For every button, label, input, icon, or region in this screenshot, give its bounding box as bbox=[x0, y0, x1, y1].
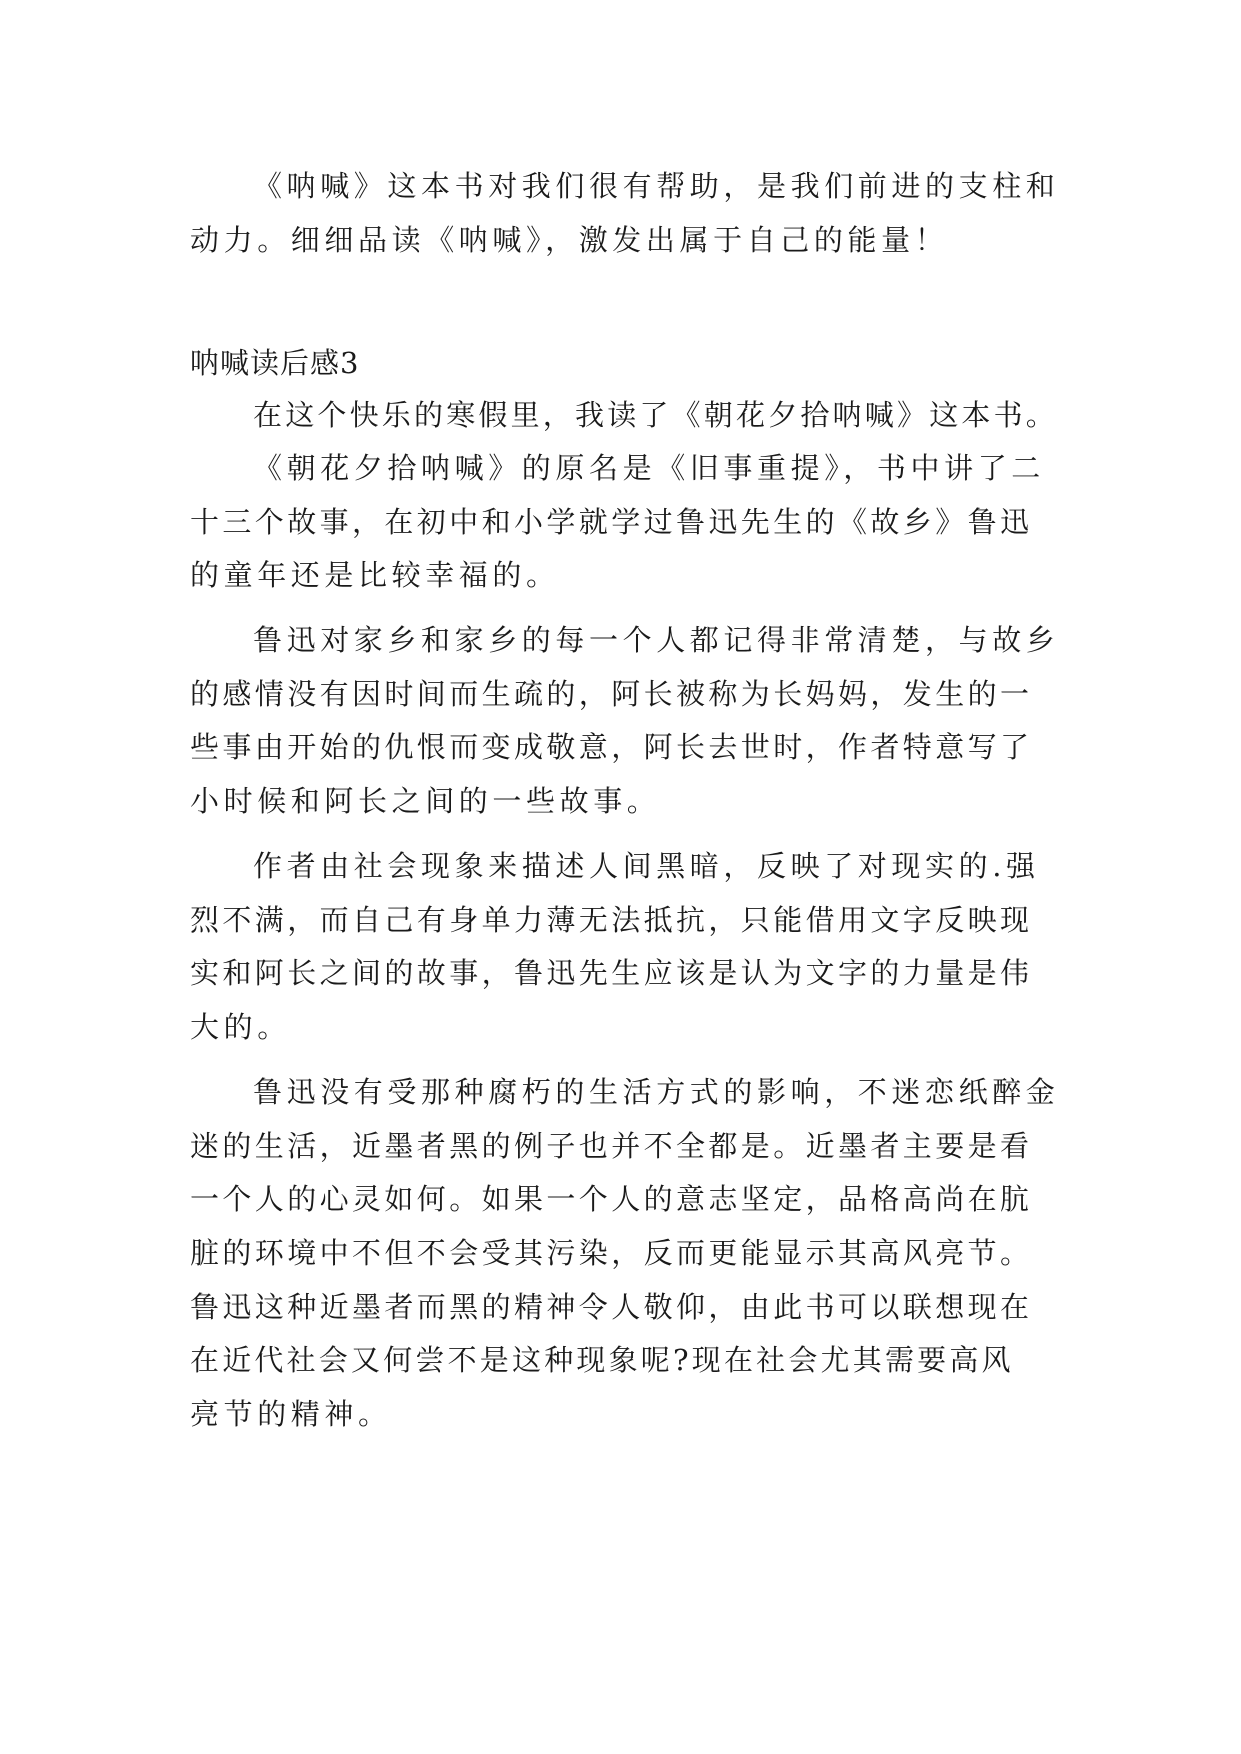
paragraph-line: 迷的生活，近墨者黑的例子也并不全都是。近墨者主要是看 bbox=[190, 1129, 1033, 1163]
paragraph-line: 鲁迅没有受那种腐朽的生活方式的影响，不迷恋纸醉金 bbox=[253, 1075, 1060, 1109]
paragraph-line: 动力。细细品读《呐喊》，激发出属于自己的能量！ bbox=[190, 223, 949, 257]
paragraph-line: 的感情没有因时间而生疏的，阿长被称为长妈妈，发生的一 bbox=[190, 677, 1033, 711]
paragraph-line: 《朝花夕拾呐喊》的原名是《旧事重提》，书中讲了二 bbox=[253, 451, 1045, 485]
paragraph-line: 的童年还是比较幸福的。 bbox=[190, 558, 560, 592]
paragraph-line: 在近代社会又何尝不是这种现象呢?现在社会尤其需要高风 bbox=[190, 1343, 1014, 1377]
paragraph-line: 实和阿长之间的故事，鲁迅先生应该是认为文字的力量是伟 bbox=[190, 956, 1033, 990]
paragraph-line: 些事由开始的仇恨而变成敬意，阿长去世时，作者特意写了 bbox=[190, 730, 1033, 764]
paragraph-line: 大的。 bbox=[190, 1010, 291, 1044]
paragraph-line: 鲁迅这种近墨者而黑的精神令人敬仰，由此书可以联想现在 bbox=[190, 1290, 1033, 1324]
paragraph-line: 鲁迅对家乡和家乡的每一个人都记得非常清楚，与故乡 bbox=[253, 623, 1060, 657]
paragraph-line: 十三个故事，在初中和小学就学过鲁迅先生的《故乡》鲁迅 bbox=[190, 505, 1033, 539]
paragraph-line: 《呐喊》这本书对我们很有帮助，是我们前进的支柱和 bbox=[253, 169, 1060, 203]
paragraph-line: 作者由社会现象来描述人间黑暗，反映了对现实的.强 bbox=[253, 849, 1040, 883]
paragraph-line: 一个人的心灵如何。如果一个人的意志坚定，品格高尚在肮 bbox=[190, 1182, 1033, 1216]
paragraph-line: 在这个快乐的寒假里，我读了《朝花夕拾呐喊》这本书。 bbox=[253, 398, 1059, 432]
paragraph-line: 亮节的精神。 bbox=[190, 1397, 392, 1431]
paragraph-line: 小时候和阿长之间的一些故事。 bbox=[190, 784, 661, 818]
section-heading: 呐喊读后感3 bbox=[190, 346, 360, 380]
paragraph-line: 脏的环境中不但不会受其污染，反而更能显示其高风亮节。 bbox=[190, 1236, 1033, 1270]
paragraph-line: 烈不满，而自己有身单力薄无法抵抗，只能借用文字反映现 bbox=[190, 903, 1033, 937]
